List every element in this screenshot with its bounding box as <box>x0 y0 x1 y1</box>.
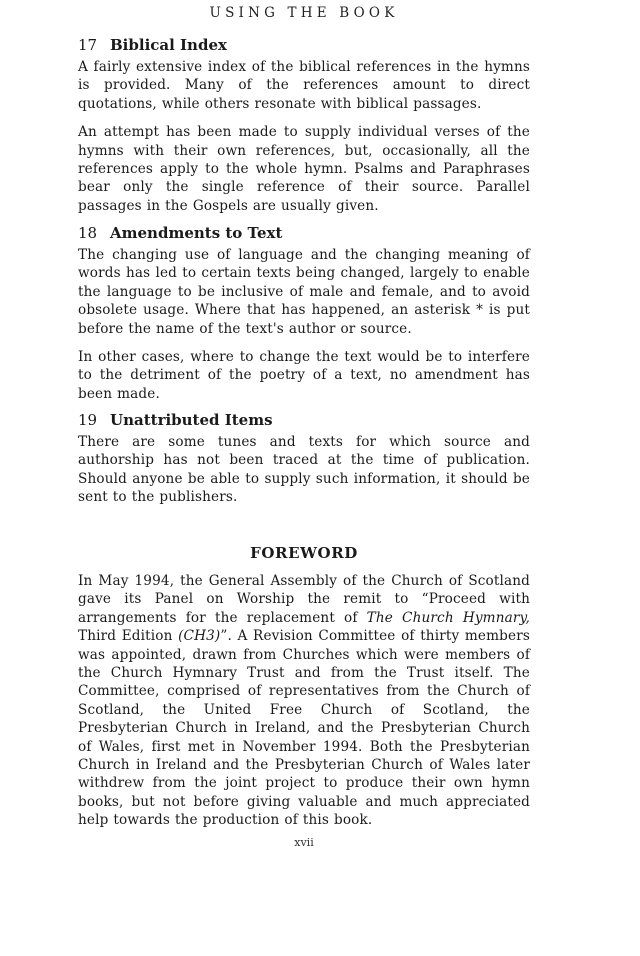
paragraph: In other cases, where to change the text would be to interfere to the detriment of the poetry of a text, no amendment has been made. <box>78 349 530 402</box>
section-unattributed-items <box>78 411 530 507</box>
hymnary-title: The Church Hymnary, <box>366 609 530 626</box>
paragraph: A fairly extensive index of the biblical references in the hymns is provided. Many of the references amount to direct quotations, while others resonate with biblical passages. <box>78 59 530 112</box>
section-biblical-index <box>78 36 530 215</box>
paragraph: An attempt has been made to supply individual verses of the hymns with their own references, but, occasionally, all the references apply to the whole hymn. Psalms and Paraphrases bear only the single reference of their source. Parallel passages in the Gospels are usually given. <box>78 124 530 214</box>
section-amendments-to-text <box>78 224 530 403</box>
section-title: Amendments to Text <box>110 224 283 242</box>
paragraph: There are some tunes and texts for which source and authorship has not been traced at the time of publication. Should anyone be able to supply such information, it should be sent to the publishers. <box>78 434 530 506</box>
section-title: Unattributed Items <box>110 411 273 429</box>
foreword-paragraph <box>78 572 530 830</box>
foreword-text-2: Third Edition <box>78 628 179 645</box>
foreword-text-3: ”. A Revision Committee of thirty members was appointed, drawn from Churches which were members of the Church Hymnary Trust and from the Trust itself. The Committee, comprised of representatives from the Church of Scotland, the United Free Church of Scotland, the Presbyterian Church in Ireland, and the Presbyterian Church of Wales, first met in November 1994. Both the Presbyterian Church in Ireland and the Presbyterian Church of Wales later withdrew from the joint project to produce their own hymn books, but not before giving valuable and much appreciated help towards the production of this book. <box>78 628 530 829</box>
section-heading <box>78 411 530 429</box>
running-head: USING THE BOOK <box>209 5 399 21</box>
foreword-body <box>78 572 530 830</box>
section-number: 18 <box>78 224 98 242</box>
section-number: 19 <box>78 411 98 429</box>
section-title: Biblical Index <box>110 36 227 54</box>
ch3-abbreviation: (CH3) <box>178 628 221 645</box>
foreword-title: FOREWORD <box>250 544 358 562</box>
section-heading <box>78 224 530 242</box>
page-number: xvii <box>294 836 314 849</box>
paragraph: The changing use of language and the changing meaning of words has led to certain texts being changed, largely to enable the language to be inclusive of male and female, and to avoid obsolete usage. Where that has happened, an asterisk * is put before the name of the text's author or source. <box>78 247 530 337</box>
section-number: 17 <box>78 36 98 54</box>
foreword-text-1: In May 1994, the General Assembly of the Church of Scotland gave its Panel on Worship the remit to “Proceed with arrangements for the replacement of <box>78 573 530 626</box>
section-heading <box>78 36 530 54</box>
